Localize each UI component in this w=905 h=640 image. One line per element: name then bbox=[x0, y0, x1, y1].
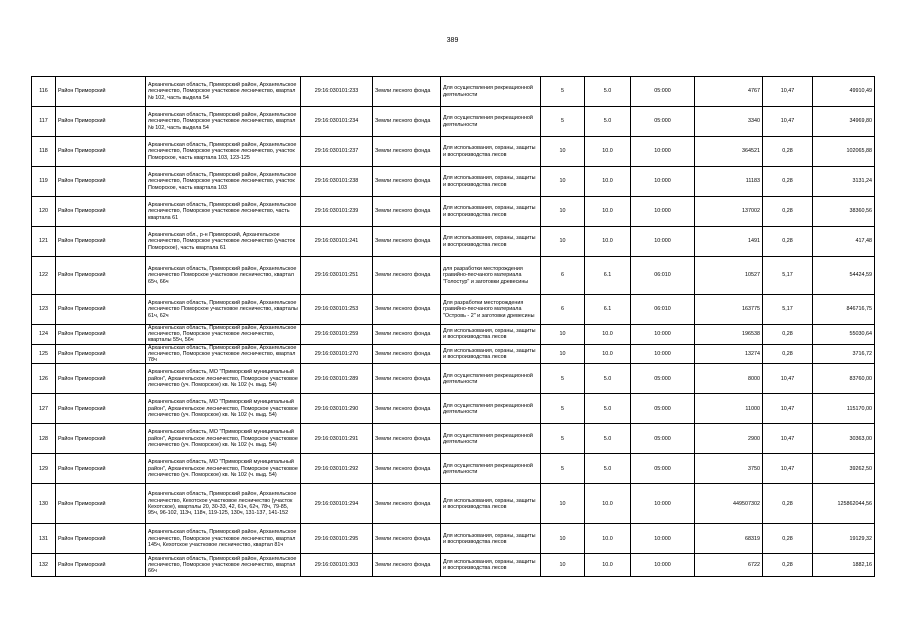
cell-rate: 0,28 bbox=[763, 524, 813, 554]
cell-location: Архангельская область, Приморский район, Архангельское лесничество, Кехотское участковое лесничество (участок Кехотское), кварталы 20, 30-33, 42, 61ч, 62ч, 78ч, 79-85, 95ч, 96-102, 113ч, 118ч, 119-125, 130ч, 131-137, 141-152 bbox=[146, 484, 301, 524]
table-row bbox=[32, 424, 875, 454]
table-row bbox=[32, 325, 875, 345]
cell-use-subcode: 10.0 bbox=[585, 137, 631, 167]
cell-area: 2900 bbox=[695, 424, 763, 454]
cell-use-code-detail: 10:000 bbox=[631, 197, 695, 227]
cell-permitted-use: Для осуществления рекреационной деятельности bbox=[441, 424, 541, 454]
cell-district: Район Приморский bbox=[56, 344, 146, 364]
cell-use-subcode: 5.0 bbox=[585, 77, 631, 107]
cell-district: Район Приморский bbox=[56, 77, 146, 107]
table-row bbox=[32, 394, 875, 424]
cell-use-code: 5 bbox=[541, 424, 585, 454]
cell-cadastral-number: 29:16:030101:238 bbox=[301, 167, 373, 197]
cell-rate: 10,47 bbox=[763, 394, 813, 424]
table-row bbox=[32, 484, 875, 524]
cell-cadastral-number: 29:16:030101:290 bbox=[301, 394, 373, 424]
table-row bbox=[32, 227, 875, 257]
cell-use-code: 6 bbox=[541, 295, 585, 325]
cell-land-category: Земли лесного фонда bbox=[373, 454, 441, 484]
cell-value: 30363,00 bbox=[813, 424, 875, 454]
cell-row-number: 128 bbox=[32, 424, 56, 454]
cell-use-code: 10 bbox=[541, 344, 585, 364]
cell-land-category: Земли лесного фонда bbox=[373, 137, 441, 167]
cell-cadastral-number: 29:16:030101:253 bbox=[301, 295, 373, 325]
cell-rate: 0,28 bbox=[763, 554, 813, 577]
cell-district: Район Приморский bbox=[56, 454, 146, 484]
cell-cadastral-number: 29:16:030101:233 bbox=[301, 77, 373, 107]
cell-row-number: 130 bbox=[32, 484, 56, 524]
cell-row-number: 119 bbox=[32, 167, 56, 197]
cell-area: 6722 bbox=[695, 554, 763, 577]
cell-permitted-use: Для осуществления рекреационной деятельности bbox=[441, 394, 541, 424]
cell-land-category: Земли лесного фонда bbox=[373, 257, 441, 295]
cell-use-code: 10 bbox=[541, 524, 585, 554]
cell-cadastral-number: 29:16:030101:237 bbox=[301, 137, 373, 167]
cell-use-code: 5 bbox=[541, 454, 585, 484]
cell-location: Архангельская область, МО "Приморский муниципальный район", Архангельское лесничество, Поморское участковое лесничество (уч. Поморское) кв. № 102 (ч. выд. 54) bbox=[146, 454, 301, 484]
cell-use-subcode: 10.0 bbox=[585, 227, 631, 257]
table-row bbox=[32, 554, 875, 577]
cell-permitted-use: Для осуществления рекреационной деятельности bbox=[441, 454, 541, 484]
table-row bbox=[32, 77, 875, 107]
cell-permitted-use: Для использования, охраны, защиты и воспроизводства лесов bbox=[441, 137, 541, 167]
cell-district: Район Приморский bbox=[56, 424, 146, 454]
cell-permitted-use: Для использования, охраны, защиты и воспроизводства лесов bbox=[441, 554, 541, 577]
cell-use-code: 10 bbox=[541, 197, 585, 227]
cell-value: 115170,00 bbox=[813, 394, 875, 424]
cell-location: Архангельская область, Приморский район, Архангельское лесничество Поморское участковое лесничество, квартал 65ч, 66ч bbox=[146, 257, 301, 295]
cell-use-code: 10 bbox=[541, 137, 585, 167]
cell-area: 3340 bbox=[695, 107, 763, 137]
cell-use-code-detail: 10:000 bbox=[631, 554, 695, 577]
cell-location: Архангельская область, Приморский район, Архангельское лесничество, Поморское участковое лесничество, квартал 145ч, Кехотское участковое лесничество, квартал 81ч bbox=[146, 524, 301, 554]
cell-value: 83760,00 bbox=[813, 364, 875, 394]
table-body bbox=[32, 77, 875, 577]
cell-permitted-use: Для осуществления рекреационной деятельности bbox=[441, 107, 541, 137]
cell-value: 34969,80 bbox=[813, 107, 875, 137]
cell-land-category: Земли лесного фонда bbox=[373, 107, 441, 137]
cell-row-number: 125 bbox=[32, 344, 56, 364]
cell-rate: 10,47 bbox=[763, 454, 813, 484]
cell-use-subcode: 10.0 bbox=[585, 524, 631, 554]
cell-use-code: 5 bbox=[541, 364, 585, 394]
cell-cadastral-number: 29:16:030101:251 bbox=[301, 257, 373, 295]
cell-value: 102065,88 bbox=[813, 137, 875, 167]
cell-rate: 10,47 bbox=[763, 107, 813, 137]
cell-permitted-use: Для осуществления рекреационной деятельности bbox=[441, 364, 541, 394]
cell-value: 54424,59 bbox=[813, 257, 875, 295]
cell-cadastral-number: 29:16:030101:292 bbox=[301, 454, 373, 484]
cell-land-category: Земли лесного фонда bbox=[373, 77, 441, 107]
cell-value: 55030,64 bbox=[813, 325, 875, 345]
cell-use-code-detail: 05:000 bbox=[631, 454, 695, 484]
cell-permitted-use: Для осуществления рекреационной деятельности bbox=[441, 77, 541, 107]
cell-land-category: Земли лесного фонда bbox=[373, 424, 441, 454]
cell-use-code: 10 bbox=[541, 167, 585, 197]
cell-land-category: Земли лесного фонда bbox=[373, 554, 441, 577]
cell-rate: 0,28 bbox=[763, 344, 813, 364]
cell-use-code-detail: 10:000 bbox=[631, 484, 695, 524]
cell-land-category: Земли лесного фонда bbox=[373, 197, 441, 227]
cell-land-category: Земли лесного фонда bbox=[373, 524, 441, 554]
cell-use-code-detail: 10:000 bbox=[631, 137, 695, 167]
cell-value: 846716,75 bbox=[813, 295, 875, 325]
cell-land-category: Земли лесного фонда bbox=[373, 364, 441, 394]
cell-use-subcode: 10.0 bbox=[585, 484, 631, 524]
cell-value: 39262,50 bbox=[813, 454, 875, 484]
cell-land-category: Земли лесного фонда bbox=[373, 295, 441, 325]
cell-location: Архангельская область, Приморский район, Архангельское лесничество, Поморское участковое лесничество, квартал № 102, часть выдела 54 bbox=[146, 77, 301, 107]
cell-cadastral-number: 29:16:030101:303 bbox=[301, 554, 373, 577]
cell-location: Архангельская область, МО "Приморский муниципальный район", Архангельское лесничество, Поморское участковое лесничество (уч. Поморское) кв. № 102 (ч. выд. 54) bbox=[146, 364, 301, 394]
cell-use-subcode: 10.0 bbox=[585, 167, 631, 197]
cell-area: 10527 bbox=[695, 257, 763, 295]
cell-use-code-detail: 05:000 bbox=[631, 77, 695, 107]
cell-rate: 0,28 bbox=[763, 197, 813, 227]
cell-cadastral-number: 29:16:030101:234 bbox=[301, 107, 373, 137]
cell-location: Архангельская область, Приморский район, Архангельское лесничество, Поморское участковое лесничество, квартал 66ч bbox=[146, 554, 301, 577]
cell-use-code: 10 bbox=[541, 227, 585, 257]
cell-location: Архангельская область, Приморский район, Архангельское лесничество, Поморское участковое лесничество, квартал 78ч bbox=[146, 344, 301, 364]
cell-district: Район Приморский bbox=[56, 554, 146, 577]
cell-district: Район Приморский bbox=[56, 364, 146, 394]
cell-land-category: Земли лесного фонда bbox=[373, 227, 441, 257]
cell-value: 3131,24 bbox=[813, 167, 875, 197]
cell-cadastral-number: 29:16:030101:239 bbox=[301, 197, 373, 227]
cell-row-number: 122 bbox=[32, 257, 56, 295]
cell-use-code-detail: 06:010 bbox=[631, 295, 695, 325]
cell-permitted-use: для разработки месторождения гравийно-песчаного материала "Голостур" и заготовки древесины bbox=[441, 257, 541, 295]
cell-area: 13274 bbox=[695, 344, 763, 364]
cell-use-subcode: 5.0 bbox=[585, 394, 631, 424]
cell-district: Район Приморский bbox=[56, 484, 146, 524]
cell-use-code: 10 bbox=[541, 484, 585, 524]
cell-row-number: 127 bbox=[32, 394, 56, 424]
cell-use-code-detail: 05:000 bbox=[631, 424, 695, 454]
cell-use-code-detail: 10:000 bbox=[631, 344, 695, 364]
cell-use-code-detail: 06:010 bbox=[631, 257, 695, 295]
cell-location: Архангельская область, Приморский район, Архангельское лесничество, Поморское участковое лесничество, часть квартала 61 bbox=[146, 197, 301, 227]
cell-rate: 10,47 bbox=[763, 77, 813, 107]
cell-rate: 0,28 bbox=[763, 484, 813, 524]
cell-use-subcode: 10.0 bbox=[585, 344, 631, 364]
cell-row-number: 118 bbox=[32, 137, 56, 167]
cell-use-code-detail: 10:000 bbox=[631, 325, 695, 345]
cell-rate: 0,28 bbox=[763, 137, 813, 167]
cell-location: Архангельская область, Приморский район, Архангельское лесничество Поморское участковое лесничество, кварталы 61ч, 62ч bbox=[146, 295, 301, 325]
cell-row-number: 116 bbox=[32, 77, 56, 107]
cell-value: 49910,49 bbox=[813, 77, 875, 107]
land-parcels-table bbox=[31, 76, 875, 577]
cell-permitted-use: Для использования, охраны, защиты и воспроизводства лесов bbox=[441, 344, 541, 364]
cell-area: 68319 bbox=[695, 524, 763, 554]
cell-value: 417,48 bbox=[813, 227, 875, 257]
table-row bbox=[32, 197, 875, 227]
cell-use-subcode: 5.0 bbox=[585, 454, 631, 484]
table-row bbox=[32, 364, 875, 394]
cell-location: Архангельская область, МО "Приморский муниципальный район", Архангельское лесничество, Поморское участковое лесничество (уч. Поморское) кв. № 102 (ч. выд. 54) bbox=[146, 394, 301, 424]
cell-land-category: Земли лесного фонда bbox=[373, 394, 441, 424]
cell-use-subcode: 10.0 bbox=[585, 554, 631, 577]
cell-value: 125862044,56 bbox=[813, 484, 875, 524]
cell-value: 1882,16 bbox=[813, 554, 875, 577]
cell-rate: 10,47 bbox=[763, 424, 813, 454]
cell-area: 3750 bbox=[695, 454, 763, 484]
table-row bbox=[32, 107, 875, 137]
cell-area: 137002 bbox=[695, 197, 763, 227]
cell-value: 3716,72 bbox=[813, 344, 875, 364]
cell-use-code: 5 bbox=[541, 394, 585, 424]
cell-cadastral-number: 29:16:030101:270 bbox=[301, 344, 373, 364]
cell-area: 163775 bbox=[695, 295, 763, 325]
cell-use-code-detail: 10:000 bbox=[631, 524, 695, 554]
cell-use-code: 5 bbox=[541, 107, 585, 137]
cell-use-subcode: 5.0 bbox=[585, 364, 631, 394]
cell-permitted-use: Для использования, охраны, защиты и воспроизводства лесов bbox=[441, 325, 541, 345]
cell-district: Район Приморский bbox=[56, 325, 146, 345]
cell-district: Район Приморский bbox=[56, 227, 146, 257]
cell-rate: 5,17 bbox=[763, 295, 813, 325]
cell-row-number: 132 bbox=[32, 554, 56, 577]
cell-row-number: 123 bbox=[32, 295, 56, 325]
table-row bbox=[32, 137, 875, 167]
cell-district: Район Приморский bbox=[56, 137, 146, 167]
cell-location: Архангельская область, МО "Приморский муниципальный район", Архангельское лесничество, Поморское участковое лесничество (уч. Поморское) кв. № 102 (ч. выд. 54) bbox=[146, 424, 301, 454]
cell-area: 11000 bbox=[695, 394, 763, 424]
cell-use-code: 10 bbox=[541, 554, 585, 577]
table-row bbox=[32, 257, 875, 295]
cell-cadastral-number: 29:16:030101:295 bbox=[301, 524, 373, 554]
cell-row-number: 131 bbox=[32, 524, 56, 554]
cell-cadastral-number: 29:16:030101:259 bbox=[301, 325, 373, 345]
cell-use-code: 6 bbox=[541, 257, 585, 295]
cell-area: 1491 bbox=[695, 227, 763, 257]
cell-district: Район Приморский bbox=[56, 197, 146, 227]
cell-location: Архангельская область, Приморский район, Архангельское лесничество, Поморское участковое лесничество, кварталы 55ч, 56ч bbox=[146, 325, 301, 345]
cell-land-category: Земли лесного фонда bbox=[373, 167, 441, 197]
cell-area: 11183 bbox=[695, 167, 763, 197]
cell-rate: 0,28 bbox=[763, 227, 813, 257]
cell-area: 4767 bbox=[695, 77, 763, 107]
cell-rate: 0,28 bbox=[763, 167, 813, 197]
cell-use-code-detail: 10:000 bbox=[631, 227, 695, 257]
cell-use-code-detail: 05:000 bbox=[631, 364, 695, 394]
cell-use-subcode: 5.0 bbox=[585, 107, 631, 137]
cell-cadastral-number: 29:16:030101:289 bbox=[301, 364, 373, 394]
cell-value: 19129,32 bbox=[813, 524, 875, 554]
cell-rate: 0,28 bbox=[763, 325, 813, 345]
cell-area: 196538 bbox=[695, 325, 763, 345]
cell-location: Архангельская обл., р-н Приморский, Архангельское лесничество, Поморское участковое лесничество (участок Поморское), часть квартала 61 bbox=[146, 227, 301, 257]
cell-row-number: 126 bbox=[32, 364, 56, 394]
cell-land-category: Земли лесного фонда bbox=[373, 344, 441, 364]
cell-use-subcode: 6.1 bbox=[585, 257, 631, 295]
cell-land-category: Земли лесного фонда bbox=[373, 484, 441, 524]
table-row bbox=[32, 167, 875, 197]
cell-row-number: 120 bbox=[32, 197, 56, 227]
cell-permitted-use: Для разработки месторождения гравийно-песчаного материала "Островь - 2" и заготовки древесины bbox=[441, 295, 541, 325]
cell-rate: 10,47 bbox=[763, 364, 813, 394]
cell-permitted-use: Для использования, охраны, защиты и воспроизводства лесов bbox=[441, 484, 541, 524]
cell-use-code-detail: 05:000 bbox=[631, 394, 695, 424]
page-number: 389 bbox=[446, 37, 459, 44]
cell-value: 38360,56 bbox=[813, 197, 875, 227]
cell-area: 364521 bbox=[695, 137, 763, 167]
cell-use-code-detail: 10:000 bbox=[631, 167, 695, 197]
cell-area: 449507302 bbox=[695, 484, 763, 524]
cell-use-subcode: 10.0 bbox=[585, 325, 631, 345]
cell-district: Район Приморский bbox=[56, 107, 146, 137]
cell-district: Район Приморский bbox=[56, 295, 146, 325]
table-row bbox=[32, 344, 875, 364]
cell-use-subcode: 5.0 bbox=[585, 424, 631, 454]
cell-permitted-use: Для использования, охраны, защиты и воспроизводства лесов bbox=[441, 227, 541, 257]
cell-permitted-use: Для использования, охраны, защиты и воспроизводства лесов bbox=[441, 197, 541, 227]
cell-district: Район Приморский bbox=[56, 167, 146, 197]
cell-row-number: 117 bbox=[32, 107, 56, 137]
cell-cadastral-number: 29:16:030101:291 bbox=[301, 424, 373, 454]
cell-location: Архангельская область, Приморский район, Архангельское лесничество, Поморское участковое лесничество, участок Поморское, часть квартала 103 bbox=[146, 167, 301, 197]
cell-use-code-detail: 05:000 bbox=[631, 107, 695, 137]
cell-row-number: 124 bbox=[32, 325, 56, 345]
cell-permitted-use: Для использования, охраны, защиты и воспроизводства лесов bbox=[441, 524, 541, 554]
cell-cadastral-number: 29:16:030101:294 bbox=[301, 484, 373, 524]
table-row bbox=[32, 454, 875, 484]
cell-use-subcode: 6.1 bbox=[585, 295, 631, 325]
cell-district: Район Приморский bbox=[56, 524, 146, 554]
cell-use-code: 5 bbox=[541, 77, 585, 107]
table-row bbox=[32, 295, 875, 325]
cell-district: Район Приморский bbox=[56, 257, 146, 295]
cell-location: Архангельская область, Приморский район, Архангельское лесничество, Поморское участковое лесничество, участок Поморское, часть квартала 103, 123-125 bbox=[146, 137, 301, 167]
cell-cadastral-number: 29:16:030101:241 bbox=[301, 227, 373, 257]
cell-land-category: Земли лесного фонда bbox=[373, 325, 441, 345]
cell-rate: 5,17 bbox=[763, 257, 813, 295]
cell-district: Район Приморский bbox=[56, 394, 146, 424]
cell-use-code: 10 bbox=[541, 325, 585, 345]
cell-permitted-use: Для использования, охраны, защиты и воспроизводства лесов bbox=[441, 167, 541, 197]
cell-use-subcode: 10.0 bbox=[585, 197, 631, 227]
cell-location: Архангельская область, Приморский район, Архангельское лесничество, Поморское участковое лесничество, квартал № 102, часть выдела 54 bbox=[146, 107, 301, 137]
cell-row-number: 121 bbox=[32, 227, 56, 257]
cell-area: 8000 bbox=[695, 364, 763, 394]
cell-row-number: 129 bbox=[32, 454, 56, 484]
table-row bbox=[32, 524, 875, 554]
